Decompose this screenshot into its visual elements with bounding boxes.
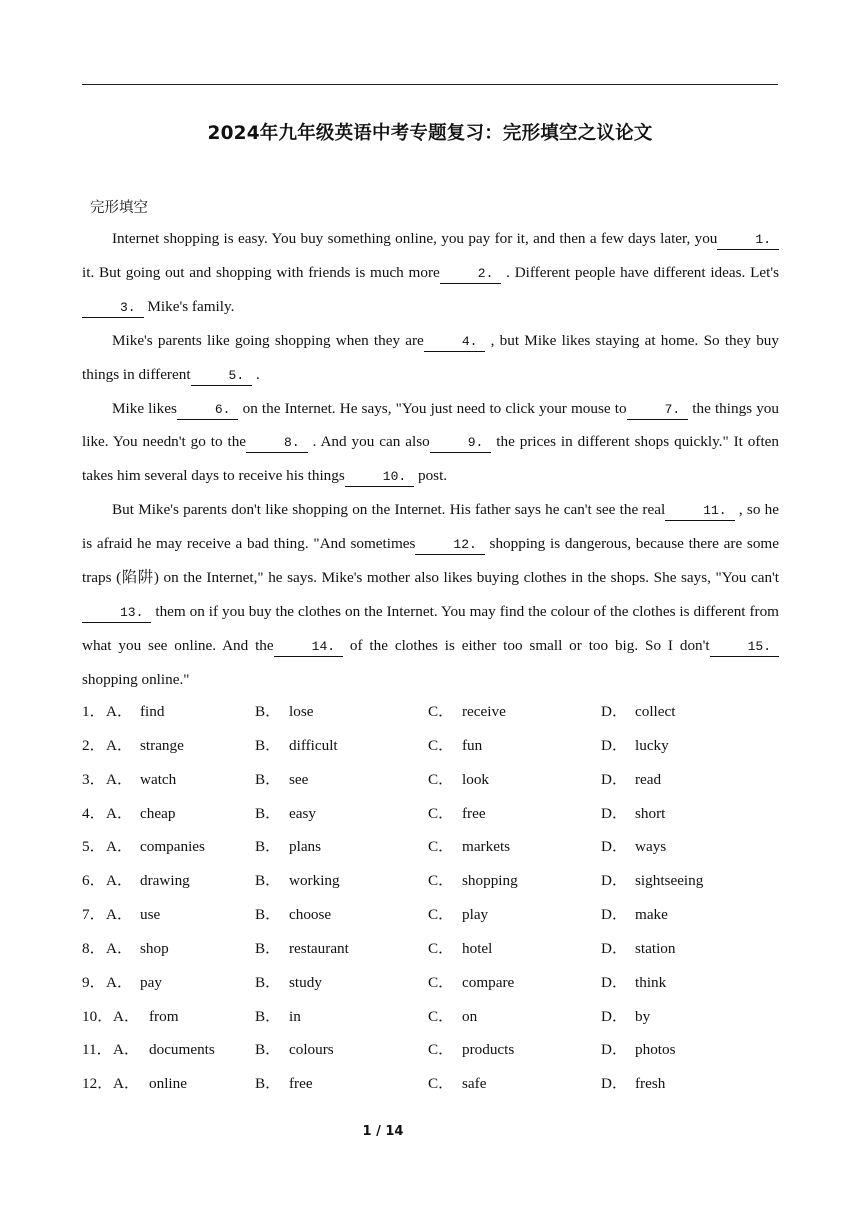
option-letter: D． bbox=[601, 804, 628, 822]
answer-blank[interactable]: 13. bbox=[82, 604, 151, 623]
option-d[interactable] bbox=[601, 1033, 676, 1067]
option-b[interactable] bbox=[255, 729, 338, 763]
passage-text: them on if you buy the clothes on the Internet. You may find the colour of the clothes is different from what you see online. And the bbox=[82, 602, 779, 654]
question-row bbox=[82, 1033, 782, 1067]
option-letter: A． bbox=[113, 1041, 140, 1059]
question-number: 5． bbox=[82, 838, 105, 856]
option-a[interactable] bbox=[106, 763, 176, 797]
question-row bbox=[82, 966, 782, 1000]
option-text: read bbox=[635, 770, 662, 788]
option-text: compare bbox=[462, 973, 515, 991]
option-letter: A． bbox=[106, 906, 133, 924]
passage-text: of the clothes is either too small or too big. So I don't bbox=[343, 636, 710, 654]
passage-text: the prices in different shops quickly." It often takes him several days to receive his things bbox=[82, 433, 780, 485]
option-text: from bbox=[149, 1007, 179, 1025]
option-d[interactable] bbox=[601, 864, 703, 898]
option-text: shopping bbox=[462, 872, 518, 890]
answer-blank[interactable]: 12. bbox=[415, 536, 484, 555]
option-b[interactable] bbox=[255, 830, 321, 864]
question-number: 6． bbox=[82, 872, 105, 890]
section-label: 完形填空 bbox=[90, 200, 148, 216]
option-letter: D． bbox=[601, 906, 628, 924]
option-letter: B． bbox=[255, 973, 281, 991]
option-d[interactable] bbox=[601, 1067, 665, 1101]
option-letter: A． bbox=[113, 1075, 140, 1093]
option-b[interactable] bbox=[255, 1067, 313, 1101]
option-d[interactable] bbox=[601, 966, 666, 1000]
option-d[interactable] bbox=[601, 1000, 650, 1034]
option-text: short bbox=[635, 804, 666, 822]
option-c[interactable] bbox=[428, 864, 518, 898]
passage-text: . Different people have different ideas. Let's bbox=[501, 263, 779, 281]
question-number: 2． bbox=[82, 736, 105, 754]
answer-blank[interactable]: 7. bbox=[627, 401, 689, 420]
option-text: products bbox=[462, 1041, 515, 1059]
passage-paragraph bbox=[82, 493, 779, 696]
answer-blank[interactable]: 2. bbox=[440, 265, 502, 284]
option-letter: B． bbox=[255, 804, 281, 822]
passage-text: shopping online." bbox=[82, 670, 190, 688]
option-letter: D． bbox=[601, 1007, 628, 1025]
option-a[interactable] bbox=[106, 864, 190, 898]
question-row bbox=[82, 898, 782, 932]
option-text: in bbox=[289, 1007, 301, 1025]
option-letter: A． bbox=[106, 703, 133, 720]
question-list bbox=[82, 695, 782, 1101]
passage-text: on the Internet. He says, "You just need to click your mouse to bbox=[238, 399, 627, 417]
option-text: study bbox=[289, 973, 322, 991]
answer-blank[interactable]: 11. bbox=[665, 502, 734, 521]
option-b[interactable] bbox=[255, 966, 322, 1000]
passage-text: , so he is afraid he may receive a bad thing. "And sometimes bbox=[82, 501, 779, 553]
question-row bbox=[82, 1067, 782, 1101]
option-letter: D． bbox=[601, 736, 628, 754]
option-c[interactable] bbox=[428, 932, 492, 966]
option-letter: A． bbox=[106, 736, 133, 754]
question-row bbox=[82, 729, 782, 763]
option-text: look bbox=[462, 770, 490, 788]
option-letter: B． bbox=[255, 1075, 281, 1093]
option-letter: C． bbox=[428, 939, 454, 957]
page-title: 2024年九年级英语中考专题复习：完形填空之议论文 bbox=[207, 123, 653, 144]
passage-paragraph bbox=[82, 324, 779, 392]
passage-text: . bbox=[252, 365, 260, 383]
option-d[interactable] bbox=[601, 797, 665, 831]
passage-text: Mike likes bbox=[112, 399, 177, 417]
option-a[interactable] bbox=[106, 966, 162, 1000]
question-row bbox=[82, 797, 782, 831]
option-letter: D． bbox=[601, 939, 628, 957]
option-c[interactable] bbox=[428, 966, 514, 1000]
option-letter: B． bbox=[255, 939, 281, 957]
option-d[interactable] bbox=[601, 898, 668, 932]
option-letter: C． bbox=[428, 1007, 454, 1025]
question-number: 12． bbox=[82, 1075, 113, 1093]
option-letter: B． bbox=[255, 838, 281, 856]
passage-text: Internet shopping is easy. You buy something online, you pay for it, and then a few days later, you bbox=[112, 230, 718, 247]
question-number: 3． bbox=[82, 770, 105, 788]
page-number: 1 / 14 bbox=[362, 1124, 404, 1139]
option-letter: A． bbox=[106, 770, 133, 788]
option-text: drawing bbox=[140, 872, 190, 890]
option-letter: B． bbox=[255, 906, 281, 924]
option-letter: A． bbox=[106, 872, 133, 890]
option-letter: C． bbox=[428, 872, 454, 890]
option-letter: D． bbox=[601, 1041, 628, 1059]
option-text: cheap bbox=[140, 804, 176, 822]
question-row bbox=[82, 864, 782, 898]
option-b[interactable] bbox=[255, 797, 316, 831]
passage-text: the things you like. You needn't go to the bbox=[82, 399, 779, 451]
option-d[interactable] bbox=[601, 763, 661, 797]
option-text: receive bbox=[462, 703, 506, 720]
option-letter: D． bbox=[601, 872, 628, 890]
option-letter: B． bbox=[255, 1007, 281, 1025]
option-text: safe bbox=[462, 1075, 487, 1093]
answer-blank[interactable]: 9. bbox=[430, 434, 492, 453]
option-letter: A． bbox=[113, 1007, 140, 1025]
option-text: fun bbox=[462, 736, 483, 754]
option-text: sightseeing bbox=[635, 872, 704, 890]
option-letter: B． bbox=[255, 770, 281, 788]
option-letter: C． bbox=[428, 906, 454, 924]
option-text: collect bbox=[635, 703, 676, 720]
header-rule bbox=[82, 84, 778, 85]
option-letter: B． bbox=[255, 1041, 281, 1059]
option-letter: D． bbox=[601, 1075, 628, 1093]
option-text: fresh bbox=[635, 1075, 666, 1093]
answer-blank[interactable]: 15. bbox=[710, 638, 779, 657]
option-a[interactable] bbox=[113, 1033, 215, 1067]
answer-blank[interactable]: 5. bbox=[191, 367, 253, 386]
option-d[interactable] bbox=[601, 729, 669, 763]
option-text: play bbox=[462, 906, 489, 924]
option-letter: A． bbox=[106, 939, 133, 957]
passage-text: post. bbox=[414, 467, 448, 485]
option-text: ways bbox=[635, 838, 667, 856]
option-b[interactable] bbox=[255, 932, 349, 966]
passage-text: shopping is dangerous, because there are some traps (陷阱) on the Internet," he says. Mike's mother also likes buying clothes in the shops. She says, "You can't bbox=[82, 535, 779, 587]
option-text: hotel bbox=[462, 939, 493, 957]
option-letter: D． bbox=[601, 770, 628, 788]
option-letter: A． bbox=[106, 804, 133, 822]
passage-paragraph bbox=[82, 392, 779, 494]
question-number: 10． bbox=[82, 1007, 113, 1025]
question-row bbox=[82, 763, 782, 797]
option-a[interactable] bbox=[113, 1067, 187, 1101]
option-text: plans bbox=[289, 838, 322, 856]
passage-text: Mike's family. bbox=[143, 297, 235, 315]
option-c[interactable] bbox=[428, 898, 488, 932]
option-text: choose bbox=[289, 906, 332, 924]
passage-text: . And you can also bbox=[307, 433, 430, 451]
option-text: documents bbox=[149, 1041, 215, 1059]
option-a[interactable] bbox=[106, 695, 164, 729]
passage-text: it. But going out and shopping with friends is much more bbox=[82, 263, 440, 281]
option-letter: C． bbox=[428, 973, 454, 991]
option-letter: A． bbox=[106, 838, 133, 856]
question-number: 7． bbox=[82, 906, 105, 924]
option-text: lucky bbox=[635, 736, 669, 754]
option-text: companies bbox=[140, 838, 205, 856]
answer-blank[interactable]: 3. bbox=[82, 299, 144, 318]
question-number: 1． bbox=[82, 703, 105, 720]
option-text: working bbox=[289, 872, 340, 890]
option-letter: C． bbox=[428, 1075, 454, 1093]
option-a[interactable] bbox=[106, 797, 175, 831]
option-text: pay bbox=[140, 973, 162, 991]
option-b[interactable] bbox=[255, 864, 340, 898]
answer-blank[interactable]: 8. bbox=[246, 434, 308, 453]
option-text: lose bbox=[289, 703, 314, 720]
option-text: restaurant bbox=[289, 939, 349, 957]
question-number: 11． bbox=[82, 1041, 112, 1059]
option-a[interactable] bbox=[106, 898, 160, 932]
question-row bbox=[82, 830, 782, 864]
option-letter: C． bbox=[428, 838, 454, 856]
option-c[interactable] bbox=[428, 763, 489, 797]
option-b[interactable] bbox=[255, 1000, 301, 1034]
passage-text: But Mike's parents don't like shopping on the Internet. His father says he can't see the real bbox=[112, 501, 666, 519]
option-text: strange bbox=[140, 736, 184, 754]
option-letter: D． bbox=[601, 973, 628, 991]
option-c[interactable] bbox=[428, 830, 510, 864]
option-c[interactable] bbox=[428, 1067, 486, 1101]
question-row bbox=[82, 932, 782, 966]
question-row bbox=[82, 695, 782, 729]
option-c[interactable] bbox=[428, 695, 506, 729]
answer-blank[interactable]: 14. bbox=[274, 638, 343, 657]
option-c[interactable] bbox=[428, 729, 482, 763]
option-c[interactable] bbox=[428, 1000, 477, 1034]
answer-blank[interactable]: 1. bbox=[717, 231, 779, 250]
option-text: use bbox=[140, 906, 161, 924]
option-letter: C． bbox=[428, 1041, 454, 1059]
option-letter: C． bbox=[428, 703, 454, 720]
option-text: by bbox=[635, 1007, 651, 1025]
option-letter: B． bbox=[255, 703, 281, 720]
option-text: on bbox=[462, 1007, 478, 1025]
option-text: colours bbox=[289, 1041, 334, 1059]
option-a[interactable] bbox=[106, 830, 205, 864]
option-text: photos bbox=[635, 1041, 676, 1059]
option-text: free bbox=[462, 804, 486, 822]
option-letter: D． bbox=[601, 703, 628, 720]
question-row bbox=[82, 1000, 782, 1034]
option-text: station bbox=[635, 939, 676, 957]
option-text: difficult bbox=[289, 736, 338, 754]
option-a[interactable] bbox=[106, 932, 169, 966]
option-text: markets bbox=[462, 838, 511, 856]
option-text: see bbox=[289, 770, 309, 788]
option-letter: C． bbox=[428, 770, 454, 788]
question-number: 4． bbox=[82, 804, 105, 822]
option-letter: C． bbox=[428, 736, 454, 754]
cloze-passage bbox=[82, 222, 779, 697]
answer-blank[interactable]: 10. bbox=[345, 468, 414, 487]
option-letter: B． bbox=[255, 872, 281, 890]
option-text: think bbox=[635, 973, 667, 991]
option-text: make bbox=[635, 906, 668, 924]
option-b[interactable] bbox=[255, 898, 331, 932]
option-a[interactable] bbox=[113, 1000, 179, 1034]
option-b[interactable] bbox=[255, 695, 313, 729]
option-b[interactable] bbox=[255, 763, 308, 797]
option-a[interactable] bbox=[106, 729, 184, 763]
option-d[interactable] bbox=[601, 830, 666, 864]
option-letter: B． bbox=[255, 736, 281, 754]
option-d[interactable] bbox=[601, 932, 676, 966]
question-number: 9． bbox=[82, 973, 105, 991]
option-text: online bbox=[149, 1075, 187, 1093]
question-number: 8． bbox=[82, 939, 105, 957]
option-text: easy bbox=[289, 804, 316, 822]
option-letter: A． bbox=[106, 973, 133, 991]
option-c[interactable] bbox=[428, 797, 486, 831]
option-text: find bbox=[140, 703, 165, 720]
answer-blank[interactable]: 4. bbox=[424, 333, 486, 352]
answer-blank[interactable]: 6. bbox=[177, 401, 239, 420]
passage-text: Mike's parents like going shopping when they are bbox=[112, 331, 424, 349]
option-text: watch bbox=[140, 770, 177, 788]
option-b[interactable] bbox=[255, 1033, 334, 1067]
option-text: free bbox=[289, 1075, 313, 1093]
option-letter: C． bbox=[428, 804, 454, 822]
passage-text: , but Mike likes staying at home. So they buy things in different bbox=[82, 331, 779, 383]
option-c[interactable] bbox=[428, 1033, 514, 1067]
option-d[interactable] bbox=[601, 695, 675, 729]
option-letter: D． bbox=[601, 838, 628, 856]
passage-paragraph bbox=[82, 222, 779, 324]
option-text: shop bbox=[140, 939, 169, 957]
